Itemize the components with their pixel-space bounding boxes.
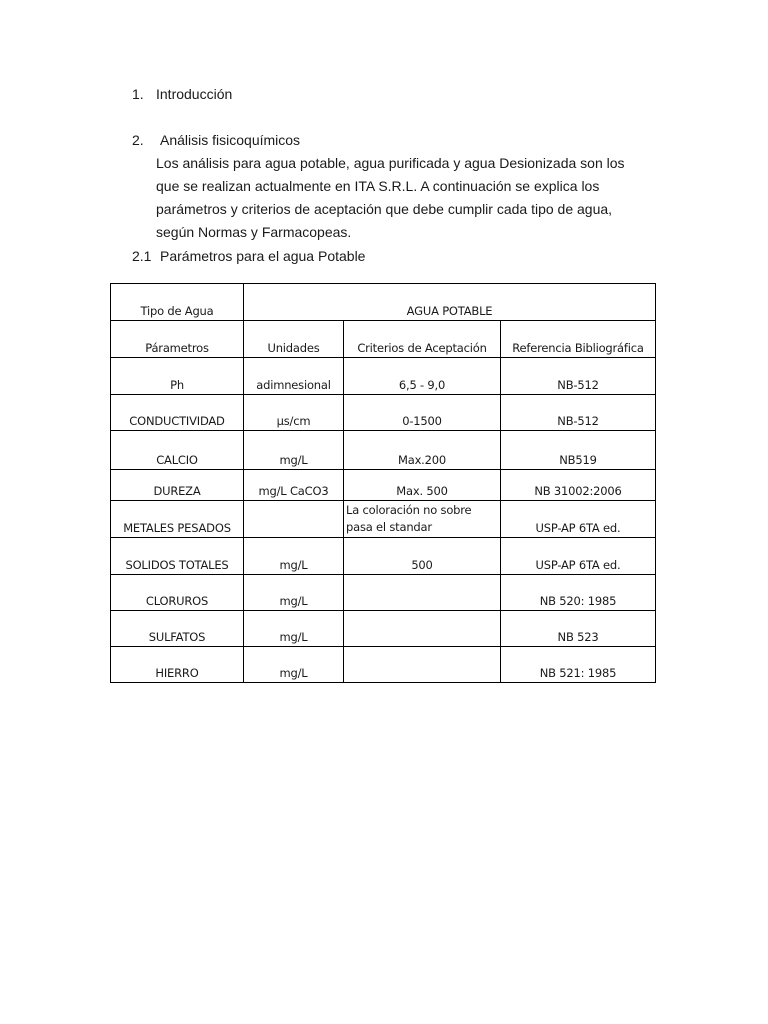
reference-cell: USP-AP 6TA ed.: [501, 501, 656, 538]
parameter-cell: METALES PESADOS: [111, 501, 244, 538]
reference-cell: NB519: [501, 431, 656, 470]
header-parameters: Párametros: [111, 321, 244, 358]
section-2-1-number: 2.1: [132, 248, 152, 264]
reference-cell: NB 31002:2006: [501, 470, 656, 501]
table-row-water-type: [111, 284, 656, 321]
reference-cell: NB-512: [501, 358, 656, 395]
parameter-cell: Ph: [111, 358, 244, 395]
criteria-cell: La coloración no sobre pasa el standar: [344, 501, 501, 538]
table-row: [111, 575, 656, 611]
water-type-value: AGUA POTABLE: [244, 284, 656, 321]
parameter-cell: CLORUROS: [111, 575, 244, 611]
unit-cell: [244, 501, 344, 538]
parameter-cell: CONDUCTIVIDAD: [111, 395, 244, 431]
parameter-cell: CALCIO: [111, 431, 244, 470]
criteria-cell: 0-1500: [344, 395, 501, 431]
reference-cell: NB 520: 1985: [501, 575, 656, 611]
paragraph-line-3: parámetros y criterios de aceptación que debe cumplir cada tipo de agua,: [156, 201, 613, 217]
section-2-1-title: Parámetros para el agua Potable: [160, 248, 366, 264]
parameter-cell: SOLIDOS TOTALES: [111, 538, 244, 575]
header-acceptance-criteria: Criterios de Aceptación: [344, 321, 501, 358]
table-row: [111, 647, 656, 683]
unit-cell: mg/L: [244, 575, 344, 611]
section-2-number: 2.: [132, 132, 144, 148]
table-row: [111, 611, 656, 647]
criteria-cell: Max. 500: [344, 470, 501, 501]
criteria-cell: 500: [344, 538, 501, 575]
table-row: [111, 538, 656, 575]
table-row: [111, 431, 656, 470]
paragraph-line-4: según Normas y Farmacopeas.: [156, 224, 352, 240]
reference-cell: NB 523: [501, 611, 656, 647]
table-header-row: [111, 321, 656, 358]
criteria-cell: [344, 611, 501, 647]
parameter-cell: HIERRO: [111, 647, 244, 683]
reference-cell: USP-AP 6TA ed.: [501, 538, 656, 575]
paragraph-line-2: que se realizan actualmente en ITA S.R.L. A continuación se explica los: [156, 178, 600, 194]
parameter-cell: DUREZA: [111, 470, 244, 501]
reference-cell: NB 521: 1985: [501, 647, 656, 683]
table-row: [111, 470, 656, 501]
criteria-cell: Max.200: [344, 431, 501, 470]
unit-cell: mg/L: [244, 538, 344, 575]
unit-cell: µs/cm: [244, 395, 344, 431]
unit-cell: adimnesional: [244, 358, 344, 395]
potable-water-parameters-table: [110, 283, 656, 683]
parameter-cell: SULFATOS: [111, 611, 244, 647]
water-type-label: Tipo de Agua: [111, 284, 244, 321]
criteria-cell: [344, 647, 501, 683]
table-row: [111, 358, 656, 395]
section-1-title: Introducción: [156, 86, 233, 102]
table-row: [111, 395, 656, 431]
reference-cell: NB-512: [501, 395, 656, 431]
unit-cell: mg/L: [244, 431, 344, 470]
criteria-cell: 6,5 - 9,0: [344, 358, 501, 395]
unit-cell: mg/L: [244, 611, 344, 647]
unit-cell: mg/L: [244, 647, 344, 683]
section-2-title: Análisis fisicoquímicos: [160, 132, 301, 148]
paragraph-line-1: Los análisis para agua potable, agua purificada y agua Desionizada son los: [156, 155, 625, 171]
criteria-cell: [344, 575, 501, 611]
header-units: Unidades: [244, 321, 344, 358]
unit-cell: mg/L CaCO3: [244, 470, 344, 501]
section-1-number: 1.: [132, 86, 144, 102]
table-row: [111, 501, 656, 538]
header-bibliographic-reference: Referencia Bibliográfica: [501, 321, 656, 358]
